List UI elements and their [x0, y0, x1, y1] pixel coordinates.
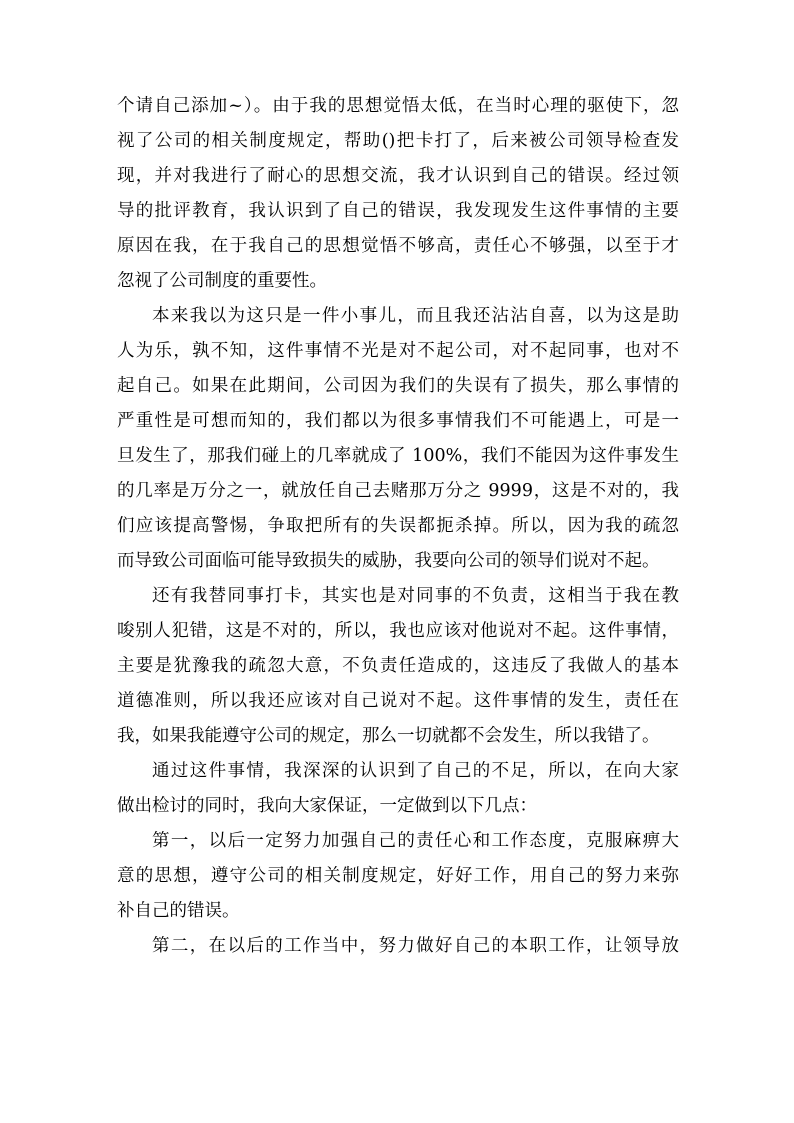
text-line: 意的思想，遵守公司的相关制度规定，好好工作，用自己的努力来弥	[117, 866, 679, 886]
text-line: 视了公司的相关制度规定，帮助()把卡打了，后来被公司领导检查发	[117, 131, 679, 151]
text-line: 而导致公司面临可能导致损失的威胁，我要向公司的领导们说对不起。	[117, 551, 660, 571]
document-page	[117, 89, 679, 964]
paragraph-1	[117, 89, 679, 299]
paragraph-4	[117, 754, 679, 824]
text-line: 唆别人犯错，这是不对的，所以，我也应该对他说对不起。这件事情，	[117, 621, 679, 641]
text-line: 们应该提高警惕，争取把所有的失误都扼杀掉。所以，因为我的疏忽	[117, 516, 679, 536]
text-line: 主要是犹豫我的疏忽大意，不负责任造成的，这违反了我做人的基本	[117, 656, 679, 676]
paragraph-2	[117, 299, 679, 579]
text-line: 第一，以后一定努力加强自己的责任心和工作态度，克服麻痹大	[152, 831, 679, 851]
text-line: 第二，在以后的工作当中，努力做好自己的本职工作，让领导放	[152, 936, 679, 956]
text-line: 导的批评教育，我认识到了自己的错误，我发现发生这件事情的主要	[117, 201, 679, 221]
text-line: 本来我以为这只是一件小事儿，而且我还沾沾自喜，以为这是助	[152, 306, 679, 326]
text-line: 旦发生了，那我们碰上的几率就成了 100%，我们不能因为这件事发生	[117, 446, 679, 466]
text-line: 忽视了公司制度的重要性。	[117, 271, 327, 291]
text-line: 个请自己添加~）。由于我的思想觉悟太低，在当时心理的驱使下，忽	[117, 96, 679, 116]
text-line: 道德准则，所以我还应该对自己说对不起。这件事情的发生，责任在	[117, 691, 679, 711]
text-line: 做出检讨的同时，我向大家保证，一定做到以下几点：	[117, 796, 537, 816]
text-line: 严重性是可想而知的，我们都以为很多事情我们不可能遇上，可是一	[117, 411, 679, 431]
text-line: 通过这件事情，我深深的认识到了自己的不足，所以，在向大家	[152, 761, 679, 781]
paragraph-5	[117, 824, 679, 929]
text-line: 起自己。如果在此期间，公司因为我们的失误有了损失，那么事情的	[117, 376, 679, 396]
text-line: 补自己的错误。	[117, 901, 240, 921]
text-line: 人为乐，孰不知，这件事情不光是对不起公司，对不起同事，也对不	[117, 341, 679, 361]
text-line: 我，如果我能遵守公司的规定，那么一切就都不会发生，所以我错了。	[117, 726, 660, 746]
paragraph-6	[117, 929, 679, 964]
text-line: 的几率是万分之一，就放任自己去赌那万分之 9999，这是不对的，我	[117, 481, 679, 501]
text-line: 现，并对我进行了耐心的思想交流，我才认识到自己的错误。经过领	[117, 166, 679, 186]
paragraph-3	[117, 579, 679, 754]
text-line: 原因在我，在于我自己的思想觉悟不够高，责任心不够强，以至于才	[117, 236, 679, 256]
text-line: 还有我替同事打卡，其实也是对同事的不负责，这相当于我在教	[152, 586, 679, 606]
